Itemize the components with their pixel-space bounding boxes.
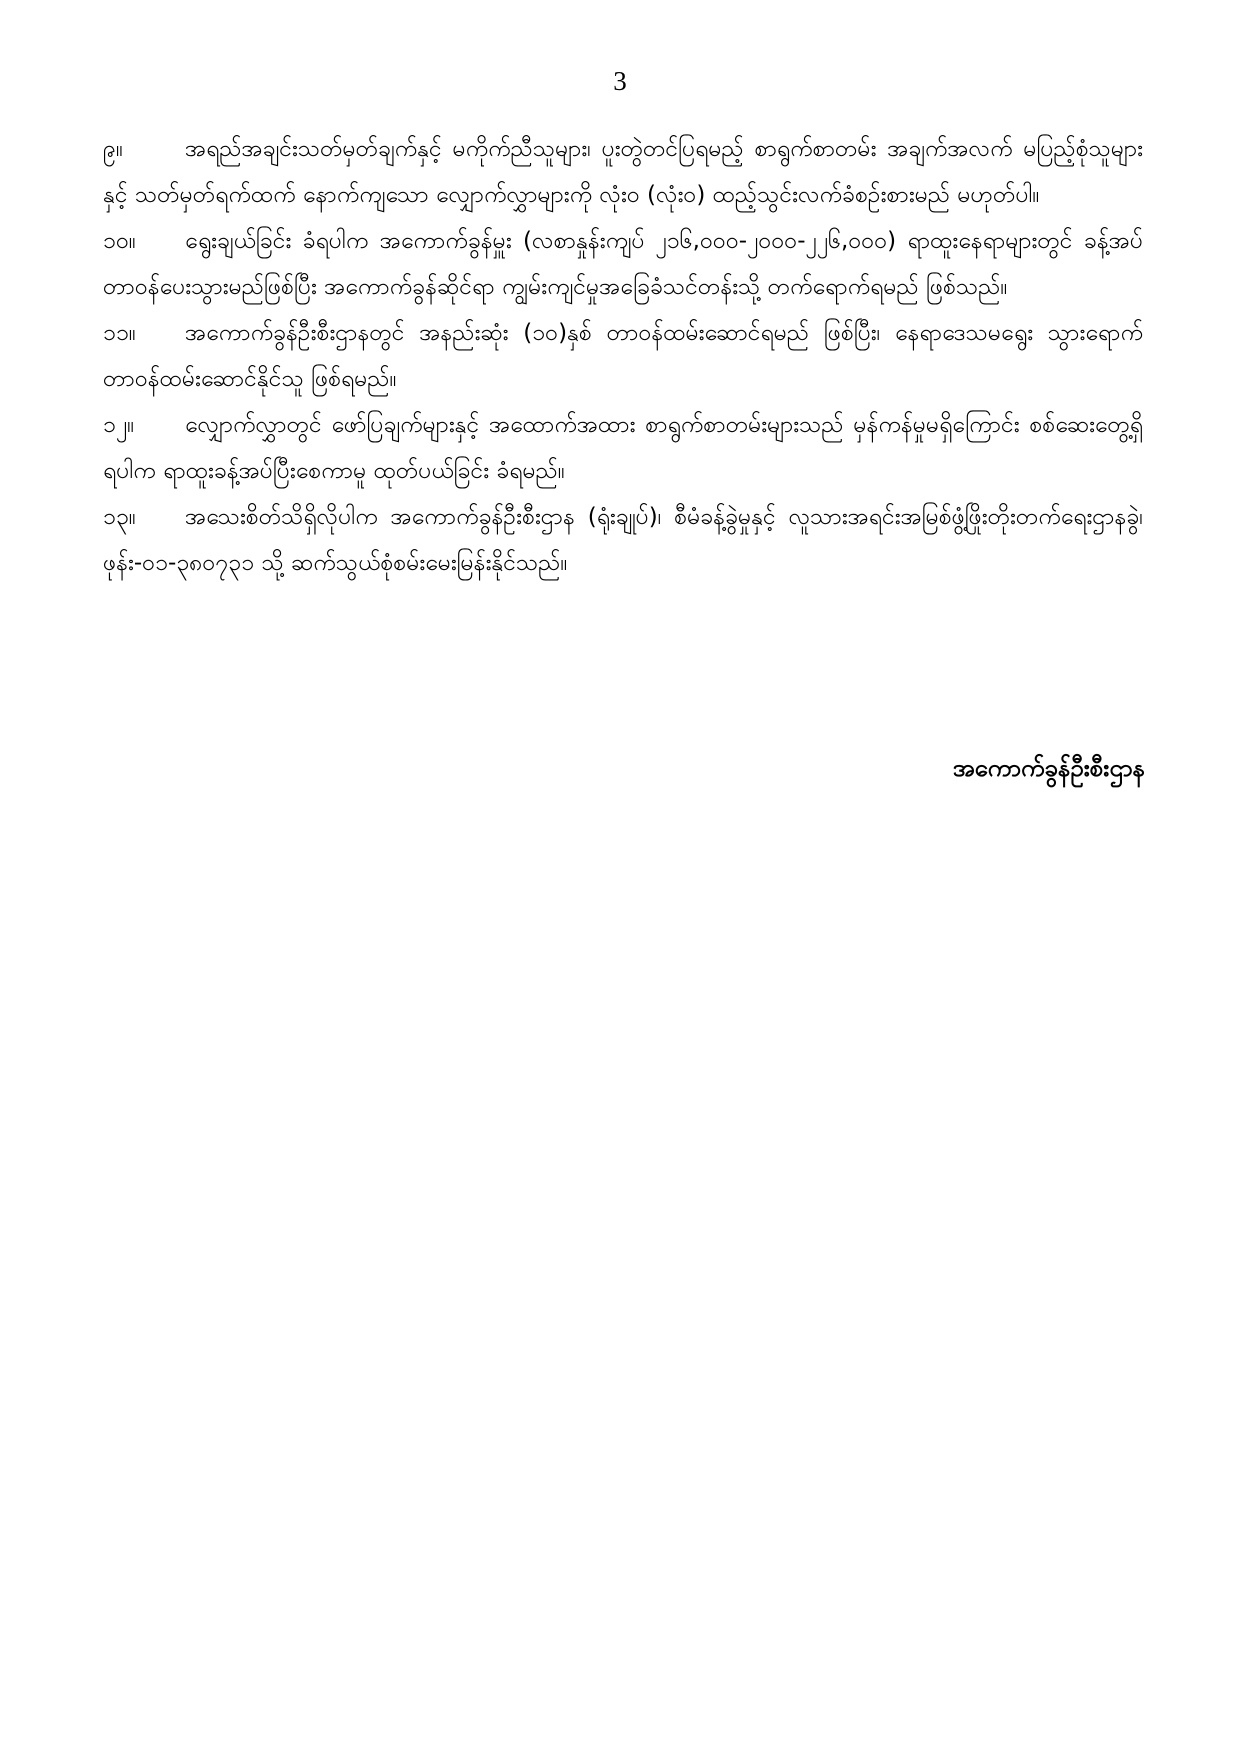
paragraph-number: ၉။ xyxy=(103,136,123,162)
issuing-department-signature: အကောက်ခွန်ဦးစီးဌာန xyxy=(952,754,1145,782)
paragraph-text: လျှောက်လွှာတွင် ဖော်ပြချက်များနှင့် အထောက်အထား စာရွက်စာတမ်းများသည် မှန်ကန်မှုမရှိကြောင်း စစ်ဆေးတွေ့ရှိရပါက ရာထူးခန့်အပ်ပြီးစေကာမူ ထုတ်ပယ်ခြင်း ခံရမည်။ xyxy=(103,412,1143,484)
paragraph-13 xyxy=(103,494,1143,586)
paragraph-12 xyxy=(103,402,1143,494)
paragraph-text: အသေးစိတ်သိရှိလိုပါက အကောက်ခွန်ဦးစီးဌာန (ရုံးချုပ်)၊ စီမံခန့်ခွဲမှုနှင့် လူသားအရင်းအမြစ်ဖွံ့ဖြိုးတိုးတက်ရေးဌာနခွဲ၊ ဖုန်း-၀၁-၃၈၀၇၃၁ သို့ ဆက်သွယ်စုံစမ်းမေးမြန်းနိုင်သည်။ xyxy=(103,504,1143,576)
paragraph-text: ရွေးချယ်ခြင်း ခံရပါက အကောက်ခွန်မှူး (လစာနှုန်းကျပ် ၂၁၆,၀၀၀-၂၀၀၀-၂၂၆,၀၀၀) ရာထူးနေရာများတွင် ခန့်အပ်တာဝန်ပေးသွားမည်ဖြစ်ပြီး အကောက်ခွန်ဆိုင်ရာ ကျွမ်းကျင်မှုအခြေခံသင်တန်းသို့ တက်ရောက်ရမည် ဖြစ်သည်။ xyxy=(103,228,1143,300)
paragraph-number: ၁၃။ xyxy=(103,504,136,530)
paragraph-number: ၁၀။ xyxy=(103,228,136,254)
paragraph-number: ၁၁။ xyxy=(103,320,136,346)
paragraph-9 xyxy=(103,126,1143,218)
document-body xyxy=(103,126,1143,586)
page-number: 3 xyxy=(613,66,627,96)
paragraph-number: ၁၂။ xyxy=(103,412,135,438)
paragraph-10 xyxy=(103,218,1143,310)
paragraph-text: အကောက်ခွန်ဦးစီးဌာနတွင် အနည်းဆုံး (၁၀)နှစ် တာဝန်ထမ်းဆောင်ရမည် ဖြစ်ပြီး၊ နေရာဒေသမရွေး သွားရောက်တာဝန်ထမ်းဆောင်နိုင်သူ ဖြစ်ရမည်။ xyxy=(103,320,1143,392)
paragraph-11 xyxy=(103,310,1143,402)
paragraph-text: အရည်အချင်းသတ်မှတ်ချက်နှင့် မကိုက်ညီသူများ၊ ပူးတွဲတင်ပြရမည့် စာရွက်စာတမ်း အချက်အလက် မပြည့်စုံသူများနှင့် သတ်မှတ်ရက်ထက် နောက်ကျသော လျှောက်လွှာများကို လုံးဝ (လုံးဝ) ထည့်သွင်းလက်ခံစဉ်းစားမည် မဟုတ်ပါ။ xyxy=(103,136,1143,208)
